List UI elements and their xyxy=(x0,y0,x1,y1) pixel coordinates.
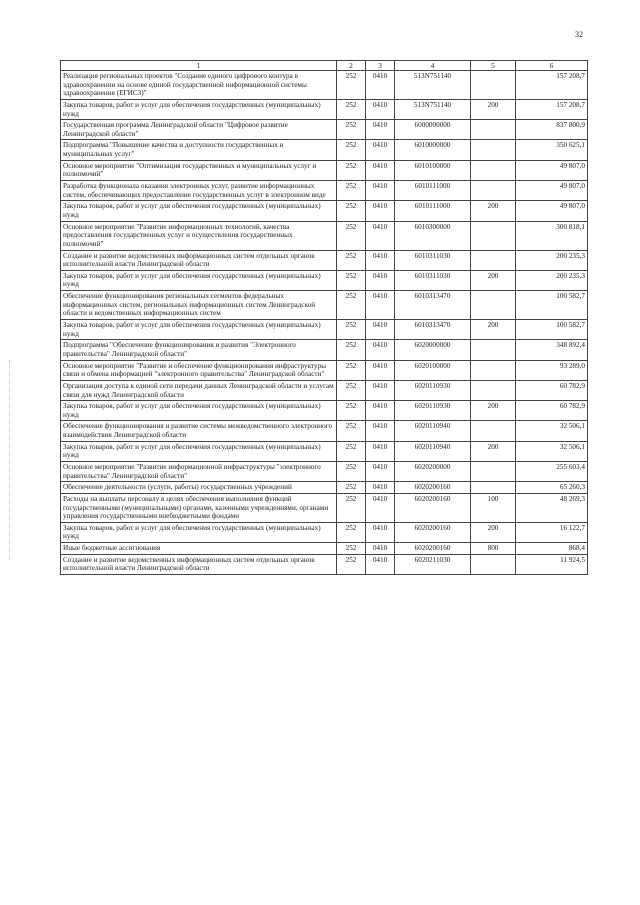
amount-cell: 32 506,1 xyxy=(516,421,588,441)
amount-cell: 49 807,0 xyxy=(516,160,588,180)
target-article-cell: 6010111000 xyxy=(395,201,471,221)
section-code-cell: 0410 xyxy=(366,181,395,201)
target-article-cell: 6020200000 xyxy=(395,461,471,481)
header-cell: 6 xyxy=(516,61,588,71)
target-article-cell: 6020110940 xyxy=(395,421,471,441)
table-row xyxy=(61,340,588,360)
table-row xyxy=(61,360,588,380)
table-row xyxy=(61,441,588,461)
table-row xyxy=(61,250,588,270)
table-row xyxy=(61,421,588,441)
amount-cell: 100 582,7 xyxy=(516,291,588,320)
section-code-cell: 0410 xyxy=(366,380,395,400)
row-name-cell: Основное мероприятие "Развитие информационных технологий, качества предоставления государственных услуг и осуществления государственных полномочий" xyxy=(61,221,337,250)
table-row xyxy=(61,401,588,421)
target-article-cell: 6010313470 xyxy=(395,320,471,340)
amount-cell: 48 269,3 xyxy=(516,493,588,522)
table-row xyxy=(61,380,588,400)
section-code-cell: 0410 xyxy=(366,120,395,140)
row-name-cell: Обеспечение функционирования и развитие системы межведомственного электронного взаимодействия Ленинградской области xyxy=(61,421,337,441)
expense-type-cell: 200 xyxy=(471,401,516,421)
ved-code-cell: 252 xyxy=(337,120,366,140)
header-cell: 1 xyxy=(61,61,337,71)
scan-margin-line xyxy=(9,360,10,560)
ved-code-cell: 252 xyxy=(337,380,366,400)
row-name-cell: Расходы на выплаты персоналу в целях обеспечения выполнения функций государственными (муниципальными) органами, казенными учреждениями, органами управления государственными внебюджетными фондами xyxy=(61,493,337,522)
expense-type-cell: 200 xyxy=(471,270,516,290)
section-code-cell: 0410 xyxy=(366,360,395,380)
target-article-cell: 6020200160 xyxy=(395,482,471,494)
target-article-cell: 6000000000 xyxy=(395,120,471,140)
section-code-cell: 0410 xyxy=(366,543,395,555)
row-name-cell: Иные бюджетные ассигнования xyxy=(61,543,337,555)
ved-code-cell: 252 xyxy=(337,201,366,221)
target-article-cell: 6020110940 xyxy=(395,441,471,461)
budget-table xyxy=(60,60,588,575)
section-code-cell: 0410 xyxy=(366,461,395,481)
expense-type-cell: 200 xyxy=(471,99,516,119)
expense-type-cell: 200 xyxy=(471,201,516,221)
ved-code-cell: 252 xyxy=(337,291,366,320)
expense-type-cell xyxy=(471,340,516,360)
header-cell: 3 xyxy=(366,61,395,71)
section-code-cell: 0410 xyxy=(366,270,395,290)
ved-code-cell: 252 xyxy=(337,181,366,201)
amount-cell: 868,4 xyxy=(516,543,588,555)
target-article-cell: 6010300000 xyxy=(395,221,471,250)
ved-code-cell: 252 xyxy=(337,401,366,421)
row-name-cell: Закупка товаров, работ и услуг для обеспечения государственных (муниципальных) нужд xyxy=(61,270,337,290)
section-code-cell: 0410 xyxy=(366,522,395,542)
row-name-cell: Обеспечение функционирования региональных сегментов федеральных информационных систем, региональных информационных систем Ленинградской области и ведомственных информационных систем xyxy=(61,291,337,320)
table-row xyxy=(61,482,588,494)
ved-code-cell: 252 xyxy=(337,441,366,461)
amount-cell: 300 818,1 xyxy=(516,221,588,250)
ved-code-cell: 252 xyxy=(337,493,366,522)
amount-cell: 93 289,0 xyxy=(516,360,588,380)
table-row xyxy=(61,270,588,290)
expense-type-cell xyxy=(471,140,516,160)
section-code-cell: 0410 xyxy=(366,71,395,100)
section-code-cell: 0410 xyxy=(366,250,395,270)
row-name-cell: Закупка товаров, работ и услуг для обеспечения государственных (муниципальных) нужд xyxy=(61,99,337,119)
table-row xyxy=(61,221,588,250)
target-article-cell: 513N751140 xyxy=(395,71,471,100)
row-name-cell: Закупка товаров, работ и услуг для обеспечения государственных (муниципальных) нужд xyxy=(61,201,337,221)
page-number: 32 xyxy=(575,30,583,39)
amount-cell: 348 892,4 xyxy=(516,340,588,360)
table-row xyxy=(61,291,588,320)
header-cell: 5 xyxy=(471,61,516,71)
expense-type-cell xyxy=(471,71,516,100)
expense-type-cell xyxy=(471,482,516,494)
expense-type-cell xyxy=(471,181,516,201)
ved-code-cell: 252 xyxy=(337,250,366,270)
amount-cell: 255 603,4 xyxy=(516,461,588,481)
expense-type-cell xyxy=(471,221,516,250)
target-article-cell: 6020200160 xyxy=(395,522,471,542)
expense-type-cell: 100 xyxy=(471,493,516,522)
ved-code-cell: 252 xyxy=(337,421,366,441)
ved-code-cell: 252 xyxy=(337,99,366,119)
expense-type-cell xyxy=(471,360,516,380)
header-cell: 2 xyxy=(337,61,366,71)
section-code-cell: 0410 xyxy=(366,441,395,461)
target-article-cell: 6020100000 xyxy=(395,360,471,380)
row-name-cell: Основное мероприятие "Оптимизация государственных и муниципальных услуг и полномочий" xyxy=(61,160,337,180)
target-article-cell: 6020200160 xyxy=(395,543,471,555)
amount-cell: 49 807,0 xyxy=(516,181,588,201)
ved-code-cell: 252 xyxy=(337,140,366,160)
section-code-cell: 0410 xyxy=(366,493,395,522)
expense-type-cell: 200 xyxy=(471,441,516,461)
amount-cell: 200 235,3 xyxy=(516,250,588,270)
ved-code-cell: 252 xyxy=(337,340,366,360)
amount-cell: 60 782,9 xyxy=(516,401,588,421)
expense-type-cell xyxy=(471,380,516,400)
ved-code-cell: 252 xyxy=(337,320,366,340)
expense-type-cell xyxy=(471,554,516,574)
table-body xyxy=(61,71,588,575)
table-row xyxy=(61,160,588,180)
amount-cell: 49 807,0 xyxy=(516,201,588,221)
table-row xyxy=(61,181,588,201)
expense-type-cell xyxy=(471,291,516,320)
amount-cell: 32 506,1 xyxy=(516,441,588,461)
ved-code-cell: 252 xyxy=(337,543,366,555)
amount-cell: 65 260,3 xyxy=(516,482,588,494)
header-row xyxy=(61,61,588,71)
target-article-cell: 6020110930 xyxy=(395,380,471,400)
ved-code-cell: 252 xyxy=(337,461,366,481)
target-article-cell: 513N751140 xyxy=(395,99,471,119)
section-code-cell: 0410 xyxy=(366,320,395,340)
target-article-cell: 6010313470 xyxy=(395,291,471,320)
expense-type-cell xyxy=(471,160,516,180)
row-name-cell: Разработка функционала оказания электронных услуг, развитие информационных систем, обеспечивающих предоставление государственных услуг в электронном виде xyxy=(61,181,337,201)
amount-cell: 60 782,9 xyxy=(516,380,588,400)
section-code-cell: 0410 xyxy=(366,221,395,250)
header-cell: 4 xyxy=(395,61,471,71)
row-name-cell: Основное мероприятие "Развитие и обеспечение функционирования инфраструктуры связи и обмена информацией "электронного правительства" Ленинградской области" xyxy=(61,360,337,380)
ved-code-cell: 252 xyxy=(337,160,366,180)
table-row xyxy=(61,71,588,100)
target-article-cell: 6020200160 xyxy=(395,493,471,522)
row-name-cell: Организация доступа к единой сети передачи данных Ленинградской области и услугам связи для нужд Ленинградской области xyxy=(61,380,337,400)
section-code-cell: 0410 xyxy=(366,140,395,160)
row-name-cell: Создание и развитие ведомственных информационных систем отдельных органов исполнительной власти Ленинградской области xyxy=(61,250,337,270)
expense-type-cell: 200 xyxy=(471,320,516,340)
section-code-cell: 0410 xyxy=(366,554,395,574)
amount-cell: 350 625,1 xyxy=(516,140,588,160)
section-code-cell: 0410 xyxy=(366,99,395,119)
target-article-cell: 6010311030 xyxy=(395,250,471,270)
target-article-cell: 6020211030 xyxy=(395,554,471,574)
amount-cell: 157 208,7 xyxy=(516,99,588,119)
section-code-cell: 0410 xyxy=(366,482,395,494)
table-row xyxy=(61,543,588,555)
target-article-cell: 6010111000 xyxy=(395,181,471,201)
ved-code-cell: 252 xyxy=(337,482,366,494)
expense-type-cell xyxy=(471,120,516,140)
target-article-cell: 6020000000 xyxy=(395,340,471,360)
ved-code-cell: 252 xyxy=(337,554,366,574)
row-name-cell: Реализация региональных проектов "Создание единого цифрового контура в здравоохранении на основе единой государственной информационной системы здравоохранения (ЕГИСЗ)" xyxy=(61,71,337,100)
table-row xyxy=(61,320,588,340)
target-article-cell: 6010000000 xyxy=(395,140,471,160)
table-row xyxy=(61,201,588,221)
target-article-cell: 6010100000 xyxy=(395,160,471,180)
table-row xyxy=(61,99,588,119)
row-name-cell: Основное мероприятие "Развитие информационной инфраструктуры "электронного правительства" Ленинградской области" xyxy=(61,461,337,481)
expense-type-cell xyxy=(471,421,516,441)
amount-cell: 11 924,5 xyxy=(516,554,588,574)
amount-cell: 100 582,7 xyxy=(516,320,588,340)
expense-type-cell: 200 xyxy=(471,522,516,542)
amount-cell: 16 122,7 xyxy=(516,522,588,542)
amount-cell: 200 235,3 xyxy=(516,270,588,290)
row-name-cell: Обеспечение деятельности (услуги, работы) государственных учреждений xyxy=(61,482,337,494)
target-article-cell: 6010311030 xyxy=(395,270,471,290)
ved-code-cell: 252 xyxy=(337,360,366,380)
target-article-cell: 6020110930 xyxy=(395,401,471,421)
table-row xyxy=(61,522,588,542)
expense-type-cell xyxy=(471,250,516,270)
row-name-cell: Закупка товаров, работ и услуг для обеспечения государственных (муниципальных) нужд xyxy=(61,441,337,461)
section-code-cell: 0410 xyxy=(366,160,395,180)
amount-cell: 157 208,7 xyxy=(516,71,588,100)
row-name-cell: Подпрограмма "Повышение качества и доступности государственных и муниципальных услуг" xyxy=(61,140,337,160)
section-code-cell: 0410 xyxy=(366,401,395,421)
row-name-cell: Закупка товаров, работ и услуг для обеспечения государственных (муниципальных) нужд xyxy=(61,401,337,421)
expense-type-cell: 800 xyxy=(471,543,516,555)
row-name-cell: Подпрограмма "Обеспечение функционирования и развития "Электронного правительства" Ленинградской области" xyxy=(61,340,337,360)
row-name-cell: Создание и развитие ведомственных информационных систем отдельных органов исполнительной власти Ленинградской области xyxy=(61,554,337,574)
table-row xyxy=(61,140,588,160)
ved-code-cell: 252 xyxy=(337,522,366,542)
amount-cell: 837 800,9 xyxy=(516,120,588,140)
ved-code-cell: 252 xyxy=(337,71,366,100)
ved-code-cell: 252 xyxy=(337,221,366,250)
table-row xyxy=(61,461,588,481)
table-row xyxy=(61,120,588,140)
section-code-cell: 0410 xyxy=(366,421,395,441)
table-row xyxy=(61,554,588,574)
section-code-cell: 0410 xyxy=(366,340,395,360)
row-name-cell: Государственная программа Ленинградской области "Цифровое развитие Ленинградской области" xyxy=(61,120,337,140)
table-row xyxy=(61,493,588,522)
section-code-cell: 0410 xyxy=(366,291,395,320)
row-name-cell: Закупка товаров, работ и услуг для обеспечения государственных (муниципальных) нужд xyxy=(61,522,337,542)
section-code-cell: 0410 xyxy=(366,201,395,221)
row-name-cell: Закупка товаров, работ и услуг для обеспечения государственных (муниципальных) нужд xyxy=(61,320,337,340)
ved-code-cell: 252 xyxy=(337,270,366,290)
expense-type-cell xyxy=(471,461,516,481)
